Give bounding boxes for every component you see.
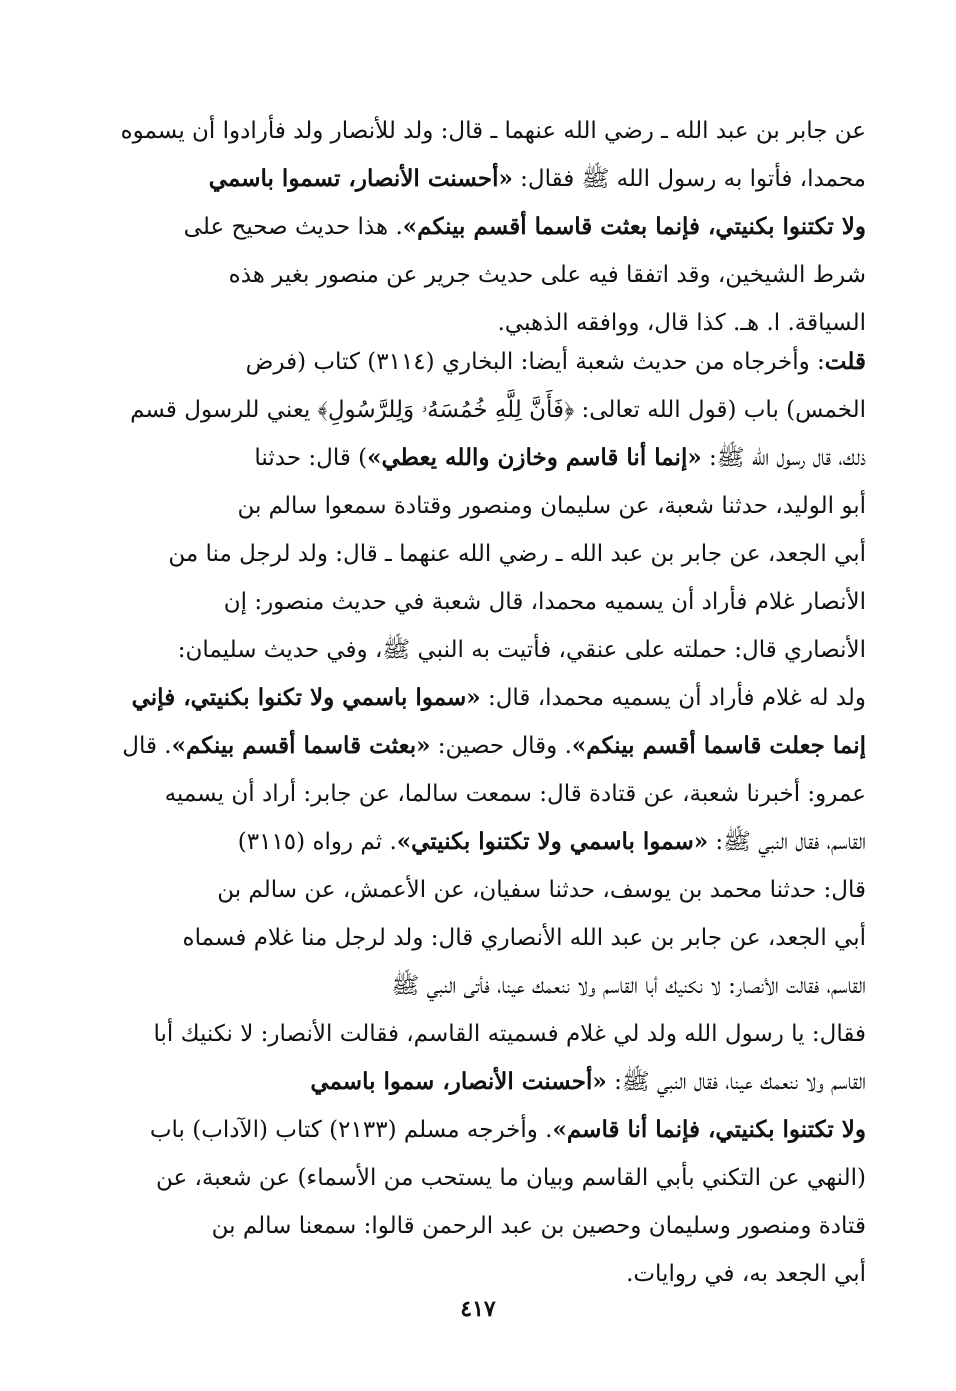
text-segment: . ثم رواه (٣١١٥) <box>237 829 397 855</box>
text-line <box>78 434 866 482</box>
text-line <box>78 1010 866 1058</box>
text-line <box>78 914 866 962</box>
bold-text-segment: «أحسنت الأنصار، سموا باسمي <box>310 1068 607 1095</box>
text-line <box>78 203 866 251</box>
text-line <box>78 578 866 626</box>
text-segment: القاسم، فقالت الأنصار: لا نكنيك أبا القاسم ولا ننعمك عينا، فأتى النبي ﷺ <box>391 973 866 999</box>
text-segment: . وقال حصين: <box>430 733 572 759</box>
text-line <box>78 386 866 434</box>
text-segment: الأنصار غلام فأراد أن يسميه محمدا، قال شعبة في حديث منصور: إن <box>223 589 866 615</box>
text-segment: (النهي عن التكني بأبي القاسم وبيان ما يستحب من الأسماء) عن شعبة، عن <box>156 1165 866 1191</box>
text-segment: الخمس) باب (قول الله تعالى: ﴿فَأَنَّ لِلَّهِ خُمُسَهُۥ وَلِلرَّسُولِ﴾ يعني للرسول قسم <box>130 397 866 423</box>
text-line <box>78 962 866 1010</box>
text-line <box>78 1058 866 1106</box>
text-segment: عمرو: أخبرنا شعبة، عن قتادة قال: سمعت سالما، عن جابر: أراد أن يسميه <box>164 781 866 807</box>
text-segment: : وأخرجاه من حديث شعبة أيضا: البخاري (٣١١٤) كتاب (فرض <box>245 349 825 375</box>
bold-text-segment: «سموا باسمي ولا تكتنوا بكنيتي» <box>396 828 709 855</box>
page-number: ٤١٧ <box>460 1296 496 1322</box>
bold-text-segment: ولا تكتنوا بكنيتي، فإنما بعثت قاسما أقسم بينكم» <box>402 213 866 240</box>
bold-text-segment: «بعثت قاسما أقسم بينكم» <box>171 732 431 759</box>
text-segment: شرط الشيخين، وقد اتفقا فيه على حديث جرير عن منصور بغير هذه <box>228 262 866 288</box>
text-line <box>78 530 866 578</box>
text-segment: قال: حدثنا محمد بن يوسف، حدثنا سفيان، عن الأعمش، عن سالم بن <box>217 877 866 903</box>
text-line <box>78 770 866 818</box>
text-segment: عن جابر بن عبد الله ـ رضي الله عنهما ـ قال: ولد للأنصار ولد فأرادوا أن يسموه <box>120 118 866 144</box>
text-segment: أبو الوليد، حدثنا شعبة، عن سليمان ومنصور وقتادة سمعوا سالم بن <box>237 493 866 519</box>
text-segment: فقال: يا رسول الله ولد لي غلام فسميته القاسم، فقالت الأنصار: لا نكنيك أبا <box>153 1021 866 1047</box>
text-segment: القاسم ولا ننعمك عينا، فقال النبي ﷺ: <box>606 1069 866 1095</box>
text-segment: . وأخرجه مسلم (٢١٣٣) كتاب (الآداب) باب <box>149 1117 553 1143</box>
bold-text-segment: إنما جعلت قاسما أقسم بينكم» <box>571 732 866 759</box>
text-segment: قتادة ومنصور وسليمان وحصين بن عبد الرحمن قالوا: سمعنا سالم بن <box>211 1213 866 1239</box>
text-segment: محمدا، فأتوا به رسول الله ﷺ فقال: <box>512 166 866 192</box>
bold-text-segment: «أحسنت الأنصار، تسموا باسمي <box>208 165 513 192</box>
text-segment: . هذا حديث صحيح على <box>183 214 403 240</box>
text-line <box>78 1202 866 1250</box>
text-segment: أبي الجعد، عن جابر بن عبد الله الأنصاري قال: ولد لرجل منا غلام فسماه <box>182 925 866 951</box>
bold-text-segment: «إنما أنا قاسم وخازن والله يعطي» <box>367 444 702 471</box>
text-line <box>78 626 866 674</box>
text-segment: القاسم، فقال النبي ﷺ: <box>708 829 866 855</box>
text-line <box>78 674 866 722</box>
paragraph-1 <box>78 107 866 347</box>
text-segment: السياقة. ا. هـ. كذا قال، ووافقه الذهبي. <box>497 310 866 336</box>
text-segment: . قال <box>122 733 172 759</box>
text-line <box>78 1154 866 1202</box>
paragraph-2 <box>78 338 866 1298</box>
text-line <box>78 107 866 155</box>
text-line <box>78 251 866 299</box>
text-line <box>78 722 866 770</box>
text-segment: الأنصاري قال: حملته على عنقي، فأتيت به النبي ﷺ، وفي حديث سليمان: <box>177 637 866 663</box>
text-line <box>78 338 866 386</box>
text-segment: ذلك، قال رسول الله ﷺ: <box>701 445 866 471</box>
text-line <box>78 155 866 203</box>
text-segment: ولد له غلام فأراد أن يسميه محمدا، قال: <box>480 685 866 711</box>
text-line <box>78 1250 866 1298</box>
text-segment: أبي الجعد، عن جابر بن عبد الله ـ رضي الله عنهما ـ قال: ولد لرجل منا من <box>168 541 866 567</box>
bold-text-segment: «سموا باسمي ولا تكنوا بكنيتي، فإني <box>131 684 481 711</box>
text-line <box>78 1106 866 1154</box>
bold-text-segment: ولا تكتنوا بكنيتي، فإنما أنا قاسم» <box>552 1116 866 1143</box>
text-line <box>78 818 866 866</box>
text-line <box>78 482 866 530</box>
text-segment: ) قال: حدثنا <box>254 445 368 471</box>
bold-text-segment: قلت <box>824 348 866 375</box>
text-line <box>78 866 866 914</box>
text-segment: أبي الجعد به، في روايات. <box>626 1261 866 1287</box>
